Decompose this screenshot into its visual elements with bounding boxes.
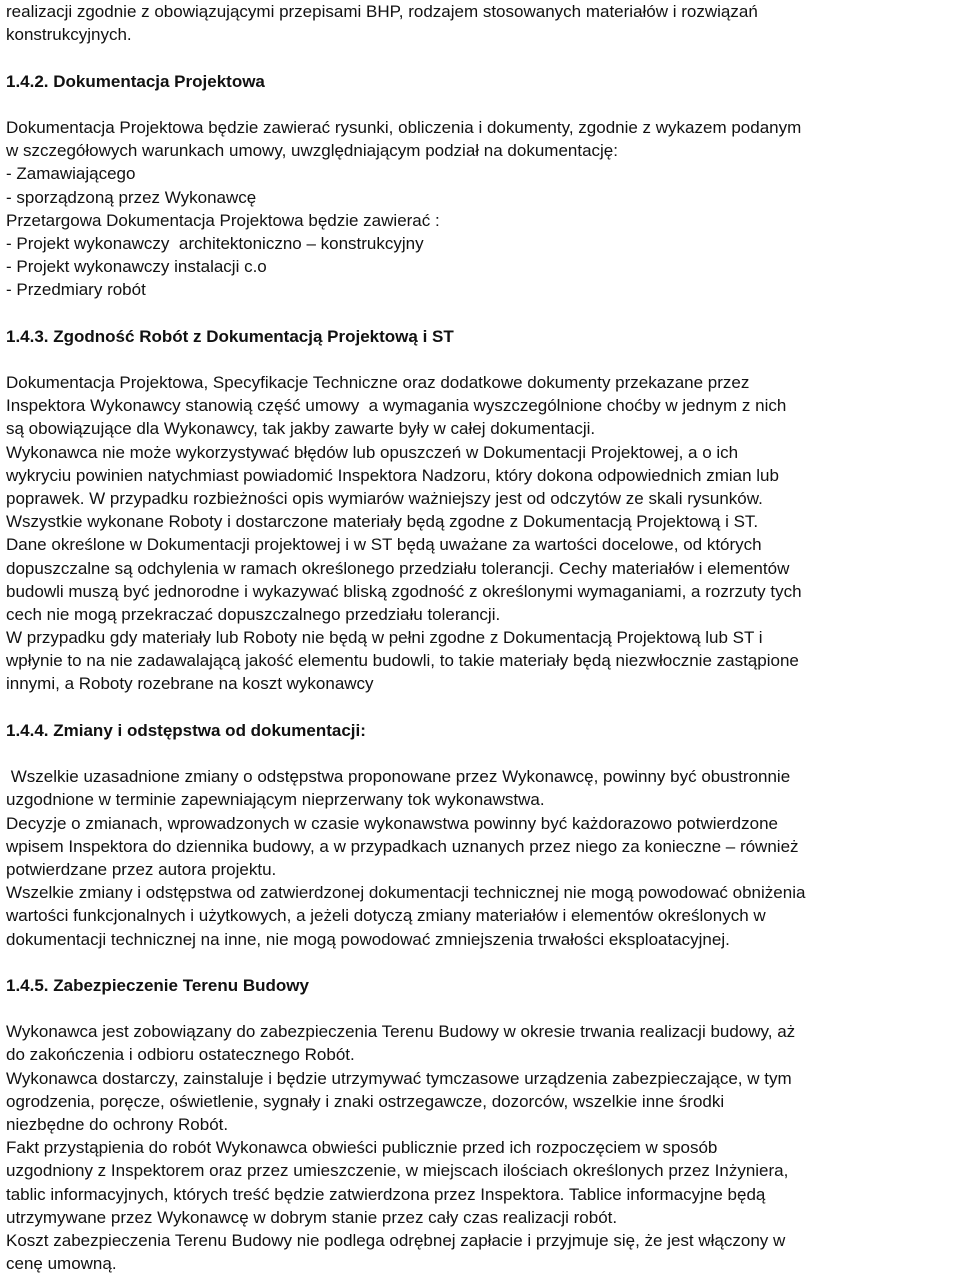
text-line: Wykonawca dostarczy, zainstaluje i będzie utrzymywać tymczasowe urządzenia zabezpieczające, w tym — [6, 1068, 792, 1088]
list-item: - Projekt wykonawczy instalacji c.o — [6, 257, 267, 277]
text-line: tablic informacyjnych, których treść będzie zatwierdzona przez Inspektora. Tablice informacyjne będą — [6, 1184, 766, 1204]
section-heading-1-4-4: 1.4.4. Zmiany i odstępstwa od dokumentacji: — [6, 720, 366, 740]
section-body-1-4-2 — [6, 116, 954, 302]
text-line: są obowiązujące dla Wykonawcy, tak jakby zawarte były w całej dokumentacji. — [6, 419, 596, 439]
section-body-1-4-5 — [6, 1020, 954, 1275]
spacer — [6, 301, 954, 324]
text-line: uzgodniony z Inspektorem oraz przez umieszczenie, w miejscach ilościach określonych przez Inżyniera, — [6, 1161, 789, 1181]
text-line: Dokumentacja Projektowa będzie zawierać rysunki, obliczenia i dokumenty, zgodnie z wykazem podanym — [6, 117, 802, 137]
text-line: Wykonawca jest zobowiązany do zabezpieczenia Terenu Budowy w okresie trwania realizacji budowy, aż — [6, 1022, 796, 1042]
text-line: dokumentacji technicznej na inne, nie mogą powodować zmniejszenia trwałości eksploatacyjnej. — [6, 929, 730, 949]
spacer — [6, 93, 954, 116]
text-line: dopuszczalne są odchylenia w ramach określonego przedziału tolerancji. Cechy materiałów i elementów — [6, 558, 790, 578]
text-line: Przetargowa Dokumentacja Projektowa będzie zawierać : — [6, 210, 440, 230]
section-heading-1-4-5: 1.4.5. Zabezpieczenie Terenu Budowy — [6, 975, 309, 995]
text-line: niezbędne do ochrony Robót. — [6, 1115, 229, 1134]
list-item: - Przedmiary robót — [6, 280, 146, 300]
spacer — [6, 46, 954, 69]
text-line: utrzymywane przez Wykonawcę w dobrym stanie przez cały czas realizacji robót. — [6, 1207, 618, 1227]
text-line: realizacji zgodnie z obowiązującymi przepisami BHP, rodzajem stosowanych materiałów i rozwiązań — [6, 2, 758, 21]
document-page — [6, 0, 954, 1275]
text-line: Dane określone w Dokumentacji projektowej i w ST będą uważane za wartości docelowe, od których — [6, 535, 762, 555]
text-line: poprawek. W przypadku rozbieżności opis wymiarów ważniejszy jest od odczytów ze skali rysunków. — [6, 488, 763, 508]
spacer — [6, 696, 954, 719]
text-line: w szczegółowych warunkach umowy, uwzględniającym podział na dokumentację: — [6, 141, 618, 161]
section-heading-1-4-3: 1.4.3. Zgodność Robót z Dokumentacją Projektową i ST — [6, 326, 454, 346]
text-line: Wszystkie wykonane Roboty i dostarczone materiały będą zgodne z Dokumentacją Projektową i ST. — [6, 512, 759, 532]
text-line: Wszelkie zmiany i odstępstwa od zatwierdzonej dokumentacji technicznej nie mogą powodować obniżenia — [6, 883, 806, 903]
spacer — [6, 742, 954, 765]
text-line: potwierdzane przez autora projektu. — [6, 859, 277, 879]
text-line: budowli muszą być jednorodne i wykazywać bliską zgodność z określonymi wymaganiami, a rozrzuty tych — [6, 581, 802, 601]
list-item: - Zamawiającego — [6, 164, 136, 184]
intro-paragraph — [6, 0, 954, 46]
text-line: Wykonawca nie może wykorzystywać błędów lub opuszczeń w Dokumentacji Projektowej, a o ich — [6, 442, 739, 462]
text-line: wpisem Inspektora do dziennika budowy, a w przypadkach uznanych przez niego za konieczne – również — [6, 836, 799, 856]
text-line: ogrodzenia, poręcze, oświetlenie, sygnały i znaki ostrzegawcze, dozorców, wszelkie inne środki — [6, 1091, 725, 1111]
text-line: uzgodnione w terminie zapewniającym nieprzerwany tok wykonawstwa. — [6, 790, 545, 810]
spacer — [6, 997, 954, 1020]
list-item: - sporządzoną przez Wykonawcę — [6, 187, 257, 207]
text-line: Decyzje o zmianach, wprowadzonych w czasie wykonawstwa powinny być każdorazowo potwierdzone — [6, 813, 778, 833]
text-line: cech nie mogą przekraczać dopuszczalnego przedziału tolerancji. — [6, 604, 501, 624]
text-line: innymi, a Roboty rozebrane na koszt wykonawcy — [6, 674, 374, 694]
section-body-1-4-4 — [6, 765, 954, 951]
text-line: Inspektora Wykonawcy stanowią część umowy a wymagania wyszczególnione choćby w jednym z nich — [6, 396, 787, 416]
text-line: W przypadku gdy materiały lub Roboty nie będą w pełni zgodne z Dokumentacją Projektową lub ST i — [6, 628, 763, 648]
text-line: wpłynie to na nie zadawalającą jakość elementu budowli, to takie materiały będą niezwłocznie zastąpione — [6, 651, 799, 671]
text-line: Wszelkie uzasadnione zmiany o odstępstwa proponowane przez Wykonawcę, powinny być obustronnie — [6, 767, 791, 787]
spacer — [6, 951, 954, 974]
text-line: do zakończenia i odbioru ostatecznego Robót. — [6, 1045, 355, 1065]
text-line: wykryciu powinien natychmiast powiadomić Inspektora Nadzoru, który dokona odpowiednich zmian lub — [6, 465, 779, 485]
text-line: Fakt przystąpienia do robót Wykonawca obwieści publicznie przed ich rozpoczęciem w sposób — [6, 1138, 718, 1158]
spacer — [6, 348, 954, 371]
text-line: konstrukcyjnych. — [6, 25, 132, 45]
text-line: Dokumentacja Projektowa, Specyfikacje Techniczne oraz dodatkowe dokumenty przekazane przez — [6, 373, 750, 392]
section-body-1-4-3 — [6, 371, 954, 696]
text-line: cenę umowną. — [6, 1254, 117, 1274]
text-line: Koszt zabezpieczenia Terenu Budowy nie podlega odrębnej zapłacie i przyjmuje się, że jest włączony w — [6, 1230, 786, 1250]
text-line: wartości funkcjonalnych i użytkowych, a jeżeli dotyczą zmiany materiałów i elementów określonych w — [6, 906, 766, 926]
section-heading-1-4-2: 1.4.2. Dokumentacja Projektowa — [6, 71, 265, 91]
list-item: - Projekt wykonawczy architektoniczno – konstrukcyjny — [6, 233, 424, 253]
